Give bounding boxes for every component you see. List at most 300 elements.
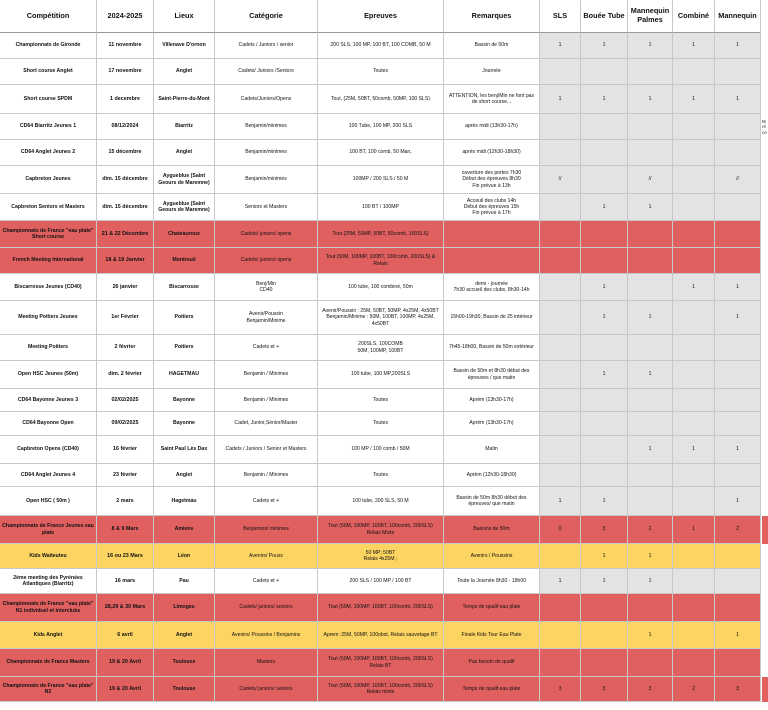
cell-combine: [673, 361, 715, 389]
cell-mannequin-palmes: //: [628, 166, 673, 194]
cell-bouee-tube: [581, 436, 628, 464]
cell-mannequin-palmes: 1: [628, 361, 673, 389]
cell-categorie: Cadets et +: [215, 335, 318, 361]
header-remarques: Remarques: [444, 0, 540, 33]
cell-categorie: Benjamin / Minimes: [215, 464, 318, 487]
cell-mannequin: [715, 335, 761, 361]
cell-sls: [540, 301, 581, 335]
cell-mannequin-palmes: [628, 140, 673, 166]
cell-combine: [673, 194, 715, 221]
cell-lieu: Biarritz: [154, 114, 215, 140]
cell-mannequin-palmes: [628, 487, 673, 516]
cell-epreuves: 200 SLS, 100 MP, 100 BT, 100 COMB, 50 M: [318, 33, 444, 59]
cell-categorie: Benjamin / Minimes: [215, 389, 318, 412]
cell-combine: [673, 248, 715, 274]
cell-lieu: Anglet: [154, 622, 215, 649]
cell-combine: 1: [673, 436, 715, 464]
cell-bouee-tube: 1: [581, 33, 628, 59]
cell-mannequin-palmes: [628, 335, 673, 361]
table-row: [0, 389, 768, 412]
cell-mannequin: 1: [715, 33, 761, 59]
cell-lieu: Ayguebluе (Saint Geours de Maremne): [154, 194, 215, 221]
cell-lieu: Limoges: [154, 594, 215, 622]
cell-sls: [540, 622, 581, 649]
cell-epreuves: 200 SLS / 100 MP / 100 BT: [318, 569, 444, 594]
cell-epreuves: 100MP / 200 SLS / 50 M: [318, 166, 444, 194]
cell-bouee-tube: 1: [581, 487, 628, 516]
cell-combine: [673, 464, 715, 487]
cell-epreuves: Tout (50M, 100MP, 100BT, 100comb, 200SLS) Relais Mixte: [318, 516, 444, 544]
cell-remarques: Aprèm (12h30-18h30): [444, 464, 540, 487]
table-row: [0, 594, 768, 622]
table-row: [0, 544, 768, 569]
cell-mannequin-palmes: [628, 221, 673, 248]
cell-competition: Championnats de France "eau plate" Short course: [0, 221, 97, 248]
cell-bouee-tube: [581, 335, 628, 361]
cell-lieu: Saint Paul Lès Dax: [154, 436, 215, 464]
cell-mannequin-palmes: [628, 412, 673, 436]
cell-date: 16 mars: [97, 569, 154, 594]
table-row: [0, 361, 768, 389]
cell-categorie: Benj/Min CD40: [215, 274, 318, 301]
cell-date: 21 & 22 Décembre: [97, 221, 154, 248]
cell-date: 23 février: [97, 464, 154, 487]
cell-competition: 2ème meeting des Pyrénées Atlantiques (Biarritz): [0, 569, 97, 594]
cell-categorie: Cadets et +: [215, 569, 318, 594]
cell-remarques: Aprèm (13h30-17h): [444, 389, 540, 412]
header-combine: Combiné: [673, 0, 715, 33]
cell-epreuves: Toutes: [318, 59, 444, 85]
cell-remarques: ouverture des portes 7h30 Début des épreuves 8h30 Fin prévue à 13h: [444, 166, 540, 194]
cell-mannequin: [715, 361, 761, 389]
cell-epreuves: 100 MP / 100 comb / 50M: [318, 436, 444, 464]
cell-epreuves: Toutes: [318, 389, 444, 412]
cell-competition: CD64 Bayonne Open: [0, 412, 97, 436]
cell-categorie: Seniors et Masters: [215, 194, 318, 221]
cell-remarques: après midi (13h30-17h): [444, 114, 540, 140]
cell-mannequin-palmes: [628, 274, 673, 301]
table-row: [0, 59, 768, 85]
cell-mannequin: 1: [715, 301, 761, 335]
cell-remarques: Temps de qualif eau plate: [444, 677, 540, 702]
cell-competition: Short course SPDM: [0, 85, 97, 114]
cell-epreuves: Aprem :25M, 50MP, 100obst, Relais sauvetage BT: [318, 622, 444, 649]
cell-bouee-tube: 1: [581, 544, 628, 569]
cell-epreuves: 100 Tube, 100 MP, 200 SLS: [318, 114, 444, 140]
cell-date: 08/12/2024: [97, 114, 154, 140]
cell-mannequin-palmes: 1: [628, 436, 673, 464]
cell-lieu: Hagetmau: [154, 487, 215, 516]
cell-sls: [540, 274, 581, 301]
header-mannequin-palmes: Mannequin Palmes: [628, 0, 673, 33]
cell-categorie: Cadets/ juniors/ opens: [215, 248, 318, 274]
cell-competition: Kids Waiteuteu: [0, 544, 97, 569]
cell-remarques: [444, 248, 540, 274]
cell-remarques: Temps de qualif eau plate: [444, 594, 540, 622]
cell-combine: [673, 569, 715, 594]
cell-date: 17 novembre: [97, 59, 154, 85]
cell-combine: [673, 221, 715, 248]
cell-date: 19 & 20 Avril: [97, 677, 154, 702]
cell-lieu: Anglet: [154, 59, 215, 85]
table-row: [0, 301, 768, 335]
cell-combine: [673, 389, 715, 412]
cell-sls: 1: [540, 569, 581, 594]
cell-epreuves: 100 BT / 100MP: [318, 194, 444, 221]
cell-lieu: Amiens: [154, 516, 215, 544]
cell-competition: CD64 Anglet Jeunes 4: [0, 464, 97, 487]
cell-remarques: Bassin de 50m 8h30 début des épreuves/ que matin: [444, 487, 540, 516]
cell-bouee-tube: [581, 166, 628, 194]
cell-sls: [540, 412, 581, 436]
cell-bouee-tube: 1: [581, 194, 628, 221]
cell-mannequin: [715, 464, 761, 487]
cell-combine: [673, 335, 715, 361]
cell-mannequin: 1: [715, 436, 761, 464]
cell-remarques: Bassins de 50m: [444, 516, 540, 544]
table-row: [0, 436, 768, 464]
overflow-note: Bi ré ce: [762, 118, 767, 135]
cell-lieu: Toulouse: [154, 649, 215, 677]
cell-mannequin-palmes: 1: [628, 569, 673, 594]
cell-mannequin: 1: [715, 487, 761, 516]
cell-competition: Championnats de Gironde: [0, 33, 97, 59]
cell-remarques: Acceuil des clubs 14h Début des épreuves 15h Fin prévue à 17h: [444, 194, 540, 221]
cell-bouee-tube: 3: [581, 516, 628, 544]
cell-mannequin-palmes: [628, 649, 673, 677]
table-row: [0, 33, 768, 59]
cell-date: 26 janvier: [97, 274, 154, 301]
cell-competition: Capbreton Jeunes: [0, 166, 97, 194]
cell-lieu: Bayonne: [154, 412, 215, 436]
cell-date: 16 ou 23 Mars: [97, 544, 154, 569]
cell-competition: Championnats de France "eau plate" N1 individuel et interclubs: [0, 594, 97, 622]
cell-competition: Biscarrosse Jeunes (CD40): [0, 274, 97, 301]
table-row: [0, 464, 768, 487]
cell-mannequin: [715, 114, 761, 140]
cell-combine: 1: [673, 33, 715, 59]
cell-mannequin: 2: [715, 516, 761, 544]
cell-combine: 1: [673, 516, 715, 544]
cell-mannequin: [715, 140, 761, 166]
cell-mannequin: //: [715, 166, 761, 194]
table-row: [0, 569, 768, 594]
cell-competition: Capbreton Opens (CD40): [0, 436, 97, 464]
cell-mannequin: [715, 412, 761, 436]
cell-lieu: Poitiers: [154, 335, 215, 361]
cell-date: 1 decembre: [97, 85, 154, 114]
table-row: [0, 166, 768, 194]
cell-date: 11 novembre: [97, 33, 154, 59]
cell-combine: [673, 301, 715, 335]
cell-date: 15 décembre: [97, 140, 154, 166]
cell-categorie: Masters: [215, 649, 318, 677]
cell-categorie: Cadets/Juniors/Opens: [215, 85, 318, 114]
cell-competition: Championnats de France Jeunes eau plate: [0, 516, 97, 544]
cell-competition: Championnats de France "eau plate" N2: [0, 677, 97, 702]
cell-bouee-tube: [581, 221, 628, 248]
header-categorie: Catégorie: [215, 0, 318, 33]
cell-bouee-tube: [581, 464, 628, 487]
cell-competition: CD64 Bayonne Jeunes 3: [0, 389, 97, 412]
cell-categorie: Cadets/ juniors/ seniors: [215, 594, 318, 622]
cell-epreuves: 50 MP; 50BT Relais 4x25M ;: [318, 544, 444, 569]
cell-mannequin: [715, 569, 761, 594]
cell-sls: [540, 464, 581, 487]
cell-combine: 2: [673, 677, 715, 702]
cell-sls: [540, 59, 581, 85]
cell-date: dim. 15 décembre: [97, 166, 154, 194]
cell-mannequin-palmes: [628, 59, 673, 85]
cell-mannequin-palmes: 1: [628, 544, 673, 569]
cell-remarques: après midi (12h30-18h30): [444, 140, 540, 166]
cell-categorie: Benjamin/minimes: [215, 140, 318, 166]
cell-mannequin-palmes: 1: [628, 85, 673, 114]
table-row: [0, 335, 768, 361]
cell-sls: [540, 649, 581, 677]
cell-mannequin-palmes: [628, 114, 673, 140]
table-row: [0, 412, 768, 436]
cell-mannequin: [715, 389, 761, 412]
cell-lieu: Poitiers: [154, 301, 215, 335]
cell-mannequin-palmes: 1: [628, 33, 673, 59]
header-competition: Compétition: [0, 0, 97, 33]
cell-lieu: Léon: [154, 544, 215, 569]
cell-date: 6 avril: [97, 622, 154, 649]
cell-categorie: Avenir/Poussin Benjamin/Minime: [215, 301, 318, 335]
cell-categorie: Avenirs/ Pouss: [215, 544, 318, 569]
header-lieux: Lieux: [154, 0, 215, 33]
cell-date: 19 & 20 Avril: [97, 649, 154, 677]
cell-categorie: Cadets/ Juniors /Seniors: [215, 59, 318, 85]
cell-mannequin-palmes: [628, 248, 673, 274]
cell-mannequin-palmes: [628, 594, 673, 622]
row-marker: [762, 677, 768, 702]
cell-remarques: [444, 221, 540, 248]
cell-combine: [673, 594, 715, 622]
table-row: [0, 677, 768, 702]
cell-bouee-tube: 1: [581, 85, 628, 114]
cell-remarques: ATTENTION, les benj/Min ne font pas de short course...: [444, 85, 540, 114]
cell-lieu: Biscarrosse: [154, 274, 215, 301]
row-marker: [762, 516, 768, 544]
cell-epreuves: 100 tube, 100 combiné, 50m: [318, 274, 444, 301]
cell-categorie: Benjamins/ minimes: [215, 516, 318, 544]
cell-lieu: Saint-Pierre-du-Mont: [154, 85, 215, 114]
cell-combine: [673, 114, 715, 140]
cell-sls: [540, 140, 581, 166]
cell-date: dim. 15 décembre: [97, 194, 154, 221]
cell-bouee-tube: [581, 389, 628, 412]
cell-sls: 0: [540, 516, 581, 544]
cell-sls: [540, 544, 581, 569]
cell-lieu: Chateauroux: [154, 221, 215, 248]
cell-combine: [673, 622, 715, 649]
header-bouee-tube: Bouée Tube: [581, 0, 628, 33]
cell-remarques: Pas besoin de qualif: [444, 649, 540, 677]
cell-competition: Open HSC ( 50m ): [0, 487, 97, 516]
cell-competition: Meeting Poitiers Jeunes: [0, 301, 97, 335]
table-row: [0, 516, 768, 544]
cell-competition: Meeting Poitiers: [0, 335, 97, 361]
table-row: [0, 649, 768, 677]
table-row: [0, 114, 768, 140]
cell-lieu: Villenave D'ornon: [154, 33, 215, 59]
cell-categorie: Cadets/ juniors/ opens: [215, 221, 318, 248]
cell-bouee-tube: 1: [581, 569, 628, 594]
cell-mannequin: [715, 221, 761, 248]
cell-date: 2 mars: [97, 487, 154, 516]
cell-lieu: Bayonne: [154, 389, 215, 412]
cell-sls: [540, 436, 581, 464]
cell-mannequin: 1: [715, 622, 761, 649]
cell-mannequin-palmes: 1: [628, 194, 673, 221]
cell-epreuves: 100 BT, 100 comb, 50 Man,: [318, 140, 444, 166]
cell-sls: [540, 114, 581, 140]
cell-remarques: Aprèm (13h30-17h): [444, 412, 540, 436]
cell-date: 2 février: [97, 335, 154, 361]
cell-bouee-tube: 1: [581, 301, 628, 335]
table-row: [0, 248, 768, 274]
cell-mannequin: 3: [715, 677, 761, 702]
cell-epreuves: Toutes: [318, 412, 444, 436]
cell-mannequin-palmes: [628, 464, 673, 487]
cell-epreuves: 200SLS, 100COMB 50M, 100MP, 100BT: [318, 335, 444, 361]
table-row: [0, 274, 768, 301]
cell-categorie: Cadets / Juniors / Senior et Masters: [215, 436, 318, 464]
cell-bouee-tube: [581, 594, 628, 622]
cell-categorie: Cadets et +: [215, 487, 318, 516]
cell-mannequin: 1: [715, 274, 761, 301]
cell-remarques: Matin: [444, 436, 540, 464]
cell-combine: 1: [673, 85, 715, 114]
cell-sls: [540, 221, 581, 248]
cell-lieu: HAGETMAU: [154, 361, 215, 389]
cell-epreuves: Tout (50M, 100MP, 100BT, 100comb, 200SLS) Relais BT: [318, 649, 444, 677]
cell-epreuves: Tout (50M, 100MP, 100BT, 100comb, 200SLS) & Relais: [318, 248, 444, 274]
cell-date: 1er Février: [97, 301, 154, 335]
header-mannequin: Mannequin: [715, 0, 761, 33]
cell-bouee-tube: [581, 59, 628, 85]
cell-bouee-tube: 1: [581, 361, 628, 389]
cell-remarques: Bassin de 50m et 8h30 début des épreuves / que matin: [444, 361, 540, 389]
cell-competition: CD64 Biarritz Jeunes 1: [0, 114, 97, 140]
cell-remarques: Journée: [444, 59, 540, 85]
cell-lieu: Ayguebluе (Saint Geours de Maremne): [154, 166, 215, 194]
header-sls: SLS: [540, 0, 581, 33]
table-row: [0, 487, 768, 516]
cell-sls: [540, 248, 581, 274]
cell-date: dim. 2 février: [97, 361, 154, 389]
cell-mannequin-palmes: 3: [628, 677, 673, 702]
cell-sls: [540, 335, 581, 361]
cell-bouee-tube: [581, 248, 628, 274]
cell-combine: [673, 412, 715, 436]
table-header-row: [0, 0, 768, 33]
cell-competition: Kids Anglet: [0, 622, 97, 649]
cell-categorie: Cadet, Junior,Sénior/Master: [215, 412, 318, 436]
cell-bouee-tube: [581, 140, 628, 166]
cell-mannequin: [715, 594, 761, 622]
cell-mannequin: [715, 544, 761, 569]
cell-remarques: 15h00-19h30, Bassin de 25 intérieur: [444, 301, 540, 335]
cell-categorie: Benjamin / Minimes: [215, 361, 318, 389]
cell-date: 18 & 19 Janvier: [97, 248, 154, 274]
cell-remarques: Bassin de 50m: [444, 33, 540, 59]
cell-combine: [673, 140, 715, 166]
cell-remarques: Avenirs / Poussins: [444, 544, 540, 569]
cell-mannequin-palmes: 1: [628, 622, 673, 649]
table-row: [0, 194, 768, 221]
cell-mannequin: [715, 59, 761, 85]
cell-date: 02/02/2025: [97, 389, 154, 412]
cell-combine: [673, 544, 715, 569]
table-row: [0, 622, 768, 649]
cell-date: 8 & 9 Mars: [97, 516, 154, 544]
cell-sls: 1: [540, 487, 581, 516]
cell-combine: [673, 59, 715, 85]
cell-mannequin: [715, 649, 761, 677]
cell-sls: 3: [540, 677, 581, 702]
cell-bouee-tube: [581, 412, 628, 436]
cell-competition: Short course Anglet: [0, 59, 97, 85]
cell-lieu: Pau: [154, 569, 215, 594]
cell-mannequin: [715, 194, 761, 221]
cell-date: 16 février: [97, 436, 154, 464]
cell-epreuves: Tout, (25M, 50BT, 50comb, 50MP, 100 SLS): [318, 85, 444, 114]
cell-sls: [540, 361, 581, 389]
cell-combine: 1: [673, 274, 715, 301]
cell-lieu: Anglet: [154, 464, 215, 487]
header-season: 2024-2025: [97, 0, 154, 33]
cell-competition: CD64 Anglet Jeunes 2: [0, 140, 97, 166]
cell-categorie: Benjamin/minimes: [215, 114, 318, 140]
cell-lieu: Montreuil: [154, 248, 215, 274]
cell-date: 28,29 & 30 Mars: [97, 594, 154, 622]
table-row: [0, 140, 768, 166]
cell-competition: Capbreton Seniors et Masters: [0, 194, 97, 221]
cell-competition: Open HSC Jeunes (50m): [0, 361, 97, 389]
cell-bouee-tube: [581, 649, 628, 677]
cell-sls: 1: [540, 33, 581, 59]
table-row: [0, 85, 768, 114]
cell-lieu: Toulouse: [154, 677, 215, 702]
cell-remarques: 7h45-18h00, Bassin de 50m extérieur: [444, 335, 540, 361]
cell-sls: [540, 194, 581, 221]
cell-mannequin-palmes: [628, 389, 673, 412]
cell-competition: French Meeting International: [0, 248, 97, 274]
cell-epreuves: 100 tube, 200 SLS, 50 M: [318, 487, 444, 516]
cell-epreuves: Avenir/Poussin : 25M, 50BT, 50MP, 4x25M, 4x50BT Benjamin/Minime : 50M, 100BT, 100MP, 4x25M, 4x50BT: [318, 301, 444, 335]
cell-mannequin: 1: [715, 85, 761, 114]
cell-epreuves: Tout (50M, 100MP, 100BT, 100comb, 200SLS) Relais mixte: [318, 677, 444, 702]
cell-date: 09/02/2025: [97, 412, 154, 436]
cell-bouee-tube: [581, 114, 628, 140]
cell-sls: [540, 389, 581, 412]
cell-epreuves: 100 tube, 100 MP,200SLS: [318, 361, 444, 389]
cell-lieu: Anglet: [154, 140, 215, 166]
cell-epreuves: Toutes: [318, 464, 444, 487]
cell-remarques: demi - journée 7h30 accueil des clubs, 8h30-14h: [444, 274, 540, 301]
cell-mannequin-palmes: 1: [628, 301, 673, 335]
cell-remarques: Finale Kids Tour Eau Plate: [444, 622, 540, 649]
cell-sls: //: [540, 166, 581, 194]
cell-categorie: Cadets / Juniors / senior: [215, 33, 318, 59]
cell-bouee-tube: 1: [581, 274, 628, 301]
cell-bouee-tube: 3: [581, 677, 628, 702]
cell-combine: [673, 166, 715, 194]
cell-categorie: Cadets/ juniors/ seniors: [215, 677, 318, 702]
